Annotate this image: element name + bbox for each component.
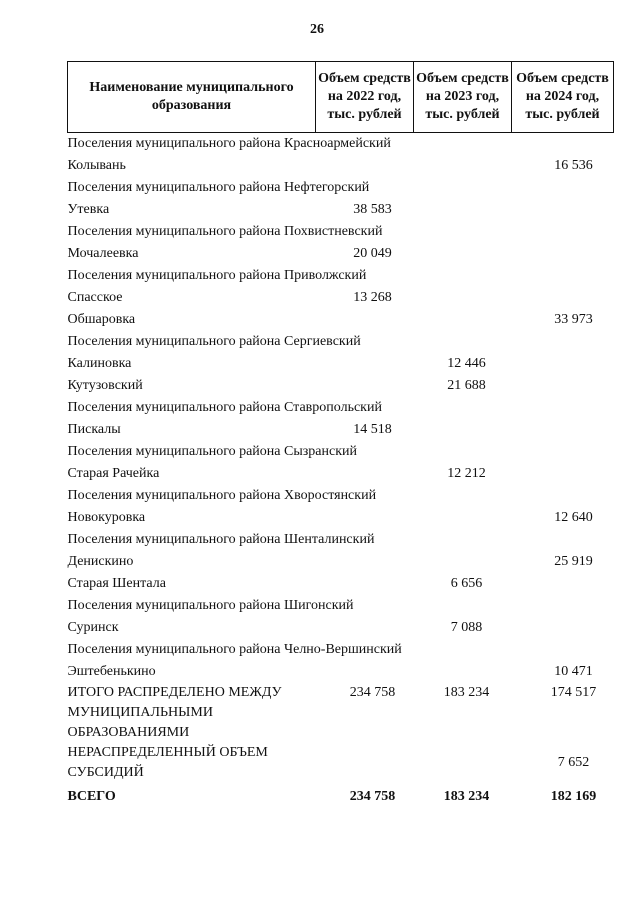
row-value-2024 — [512, 485, 614, 507]
header-name: Наименование муниципального образования — [68, 62, 316, 133]
row-value-2023 — [414, 397, 512, 419]
row-value-2023: 12 212 — [447, 466, 486, 481]
unallocated-row — [68, 743, 614, 783]
row-value-2024 — [512, 353, 614, 375]
row-value-2024 — [512, 617, 614, 639]
district-heading-row — [68, 595, 614, 617]
row-value-2024 — [512, 287, 614, 309]
row-value-2024 — [512, 573, 614, 595]
row-value-2022 — [316, 617, 414, 639]
table-row — [68, 551, 614, 573]
row-name: Суринск — [67, 620, 119, 635]
row-value-2022: 38 583 — [353, 202, 392, 217]
table-row — [68, 155, 614, 177]
allocated-2023: 183 234 — [443, 685, 490, 700]
row-value-2024 — [512, 199, 614, 221]
row-name: Денискино — [67, 554, 134, 569]
row-value-2022 — [316, 507, 414, 529]
allocated-2024: 174 517 — [550, 685, 597, 700]
row-value-2024 — [512, 331, 614, 353]
row-name: Мочалеевка — [67, 246, 139, 261]
row-value-2023 — [414, 199, 512, 221]
table-row — [68, 573, 614, 595]
row-value-2023: 21 688 — [447, 378, 486, 393]
row-value-2023 — [414, 507, 512, 529]
row-value-2022 — [316, 463, 414, 485]
district-heading-row — [68, 221, 614, 243]
allocated-total-label: ИТОГО РАСПРЕДЕЛЕНО МЕЖДУ МУНИЦИПАЛЬНЫМИ ОБРАЗОВАНИЯМИ — [67, 685, 282, 740]
row-value-2024 — [512, 243, 614, 265]
row-name: Поселения муниципального района Хворостянский — [67, 488, 377, 503]
row-value-2023: 6 656 — [450, 576, 483, 591]
table-row — [68, 353, 614, 375]
table-row — [68, 419, 614, 441]
row-name: Спасское — [67, 290, 123, 305]
row-value-2022 — [316, 155, 414, 177]
row-value-2023 — [414, 639, 512, 661]
row-value-2023 — [414, 309, 512, 331]
table-body — [68, 133, 614, 684]
row-name: Поселения муниципального района Сергиевский — [67, 334, 361, 349]
row-value-2023 — [414, 155, 512, 177]
row-value-2024: 16 536 — [554, 158, 593, 173]
row-value-2024 — [512, 463, 614, 485]
district-heading-row — [68, 177, 614, 199]
row-value-2024 — [512, 221, 614, 243]
row-value-2022 — [316, 573, 414, 595]
row-value-2023 — [414, 265, 512, 287]
row-value-2022 — [316, 353, 414, 375]
grand-total-2022: 234 758 — [349, 789, 396, 804]
table-header-row — [68, 62, 614, 133]
row-name: Старая Рачейка — [67, 466, 160, 481]
row-value-2023 — [414, 331, 512, 353]
row-name: Обшаровка — [67, 312, 136, 327]
grand-total-2023: 183 234 — [443, 789, 490, 804]
row-name: Новокуровка — [67, 510, 146, 525]
row-value-2024 — [512, 639, 614, 661]
row-value-2022 — [316, 375, 414, 397]
row-name: Поселения муниципального района Сызранский — [67, 444, 357, 459]
row-name: Старая Шентала — [67, 576, 166, 591]
table-row — [68, 463, 614, 485]
row-value-2024 — [512, 133, 614, 156]
row-value-2024: 10 471 — [554, 664, 593, 679]
row-value-2023 — [414, 221, 512, 243]
header-2023: Объем средств на 2023 год, тыс. рублей — [414, 62, 512, 133]
row-value-2023 — [414, 551, 512, 573]
district-heading-row — [68, 441, 614, 463]
grand-total-label: ВСЕГО — [67, 789, 116, 804]
table-row — [68, 507, 614, 529]
row-name: Колывань — [67, 158, 126, 173]
row-name: Поселения муниципального района Шенталинский — [67, 532, 375, 547]
district-heading-row — [68, 331, 614, 353]
row-value-2022 — [316, 661, 414, 683]
row-value-2024 — [512, 595, 614, 617]
row-value-2023: 7 088 — [450, 620, 483, 635]
row-value-2023 — [414, 441, 512, 463]
row-value-2024: 25 919 — [554, 554, 593, 569]
row-value-2023 — [414, 133, 512, 156]
district-heading-row — [68, 133, 614, 156]
row-value-2022: 14 518 — [353, 422, 392, 437]
table-row — [68, 375, 614, 397]
table-row — [68, 617, 614, 639]
unallocated-2022 — [316, 743, 414, 783]
row-value-2024: 12 640 — [554, 510, 593, 525]
row-value-2024 — [512, 375, 614, 397]
allocated-total-row — [68, 683, 614, 743]
row-value-2024: 33 973 — [554, 312, 593, 327]
district-heading-row — [68, 639, 614, 661]
header-2022: Объем средств на 2022 год, тыс. рублей — [316, 62, 414, 133]
row-value-2022: 13 268 — [353, 290, 392, 305]
row-value-2022 — [316, 551, 414, 573]
row-value-2023 — [414, 243, 512, 265]
row-value-2024 — [512, 529, 614, 551]
row-value-2023 — [414, 485, 512, 507]
row-value-2023 — [414, 661, 512, 683]
district-heading-row — [68, 485, 614, 507]
row-name: Поселения муниципального района Челно-Вершинский — [67, 642, 402, 657]
row-value-2022 — [316, 309, 414, 331]
row-name: Кутузовский — [67, 378, 143, 393]
row-value-2024 — [512, 265, 614, 287]
row-value-2023 — [414, 529, 512, 551]
row-value-2022: 20 049 — [353, 246, 392, 261]
row-name: Поселения муниципального района Ставропольский — [67, 400, 382, 415]
row-name: Калиновка — [67, 356, 132, 371]
summary-body — [68, 683, 614, 809]
row-value-2024 — [512, 419, 614, 441]
district-heading-row — [68, 397, 614, 419]
row-value-2023 — [414, 287, 512, 309]
row-value-2023 — [414, 419, 512, 441]
table-row — [68, 661, 614, 683]
allocated-2022: 234 758 — [349, 685, 396, 700]
row-name: Утевка — [67, 202, 110, 217]
row-value-2023 — [414, 177, 512, 199]
header-2024: Объем средств на 2024 год, тыс. рублей — [512, 62, 614, 133]
row-value-2024 — [512, 441, 614, 463]
unallocated-2024: 7 652 — [557, 755, 590, 770]
page-number: 26 — [310, 22, 324, 37]
row-name: Эштебенькино — [67, 664, 156, 679]
row-name: Поселения муниципального района Красноармейский — [67, 136, 391, 151]
row-name: Поселения муниципального района Нефтегорский — [67, 180, 370, 195]
row-value-2024 — [512, 177, 614, 199]
row-value-2023: 12 446 — [447, 356, 486, 371]
table-row — [68, 199, 614, 221]
grand-total-2024: 182 169 — [550, 789, 597, 804]
row-name: Поселения муниципального района Шигонский — [67, 598, 354, 613]
grand-total-row — [68, 783, 614, 809]
row-name: Пискалы — [67, 422, 121, 437]
row-value-2024 — [512, 397, 614, 419]
unallocated-label: НЕРАСПРЕДЕЛЕННЫЙ ОБЪЕМ СУБСИДИЙ — [67, 745, 268, 780]
table-row — [68, 287, 614, 309]
row-name: Поселения муниципального района Похвистневский — [67, 224, 383, 239]
row-name: Поселения муниципального района Приволжский — [67, 268, 367, 283]
unallocated-2023 — [414, 743, 512, 783]
district-heading-row — [68, 529, 614, 551]
table-row — [68, 243, 614, 265]
row-value-2023 — [414, 595, 512, 617]
table-row — [68, 309, 614, 331]
district-heading-row — [68, 265, 614, 287]
subsidies-table — [67, 61, 614, 809]
